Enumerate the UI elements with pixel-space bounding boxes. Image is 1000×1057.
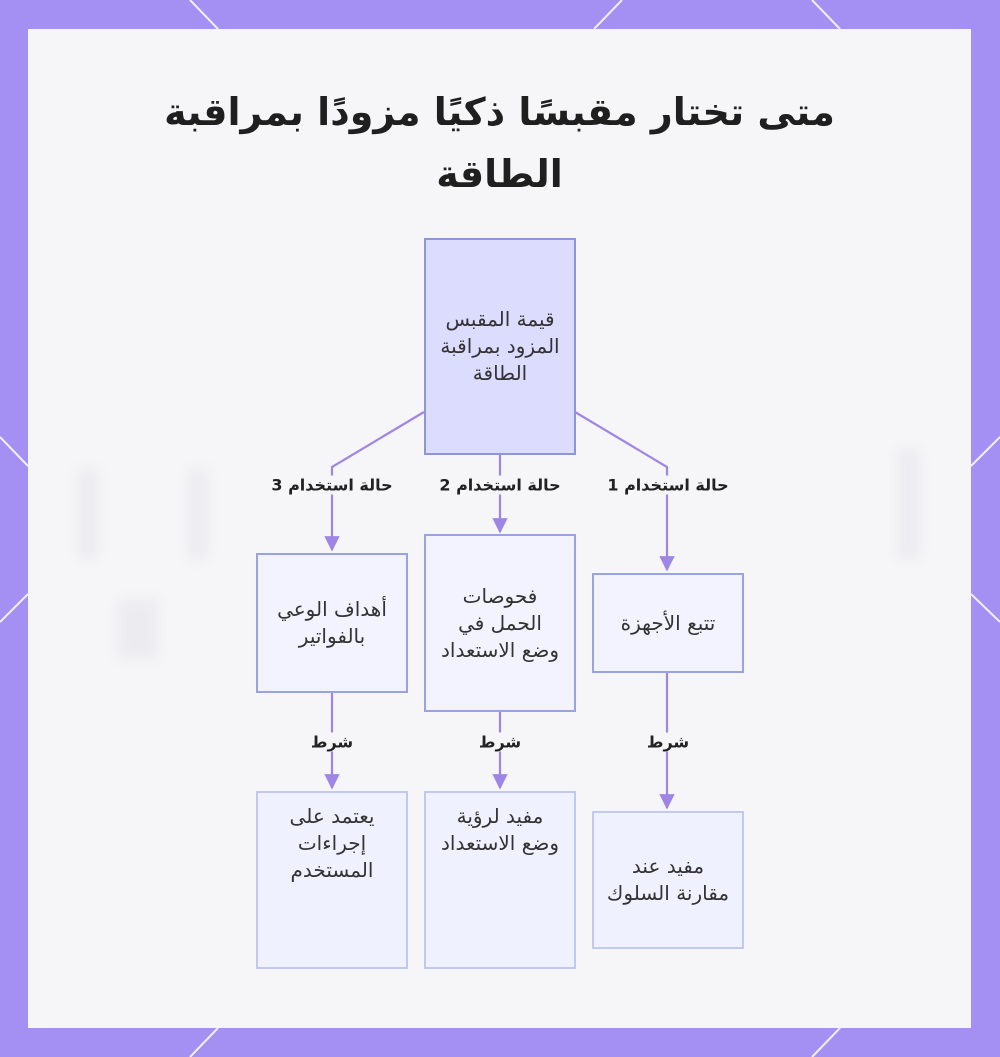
- use-case-label: تتبع الأجهزة: [620, 610, 716, 635]
- edge-label-use-case-2: حالة استخدام 2: [436, 476, 563, 495]
- condition-node-1: [592, 811, 744, 949]
- edge-label-condition-1: شرط: [644, 733, 692, 752]
- diagram-title: متى تختار مقبسًا ذكيًا مزودًا بمراقبة الطاقة: [164, 90, 835, 196]
- frame-line: [971, 594, 1000, 622]
- frame-line: [190, 0, 218, 29]
- use-case-node-2: [424, 534, 576, 712]
- edge-label-use-case-3: حالة استخدام 3: [268, 476, 395, 495]
- frame-line: [190, 1028, 218, 1057]
- frame-line: [812, 1028, 840, 1057]
- use-case-node-1: [592, 573, 744, 673]
- use-case-node-3: [256, 553, 408, 693]
- frame-line: [0, 437, 28, 466]
- edge-label-condition-2: شرط: [476, 733, 524, 752]
- frame-line: [971, 437, 1000, 466]
- condition-node-2: [424, 791, 576, 969]
- frame-line: [812, 0, 840, 29]
- root-node: [424, 238, 576, 455]
- diagram-card: [28, 29, 971, 1028]
- frame-line: [0, 594, 28, 622]
- use-case-label: فحوصات الحمل في وضع الاستعداد: [440, 583, 559, 662]
- frame-line: [594, 0, 622, 29]
- condition-label: مفيد لرؤية وضع الاستعداد: [440, 804, 559, 855]
- edge-label-condition-3: شرط: [308, 733, 356, 752]
- condition-label: يعتمد على إجراءات المستخدم: [289, 804, 375, 882]
- condition-node-3: [256, 791, 408, 969]
- condition-label: مفيد عند مقارنة السلوك: [606, 854, 730, 905]
- use-case-label: أهداف الوعي بالفواتير: [277, 597, 387, 648]
- edge-label-use-case-1: حالة استخدام 1: [604, 476, 731, 495]
- root-node-label: قيمة المقبس المزود بمراقبة الطاقة: [440, 307, 560, 385]
